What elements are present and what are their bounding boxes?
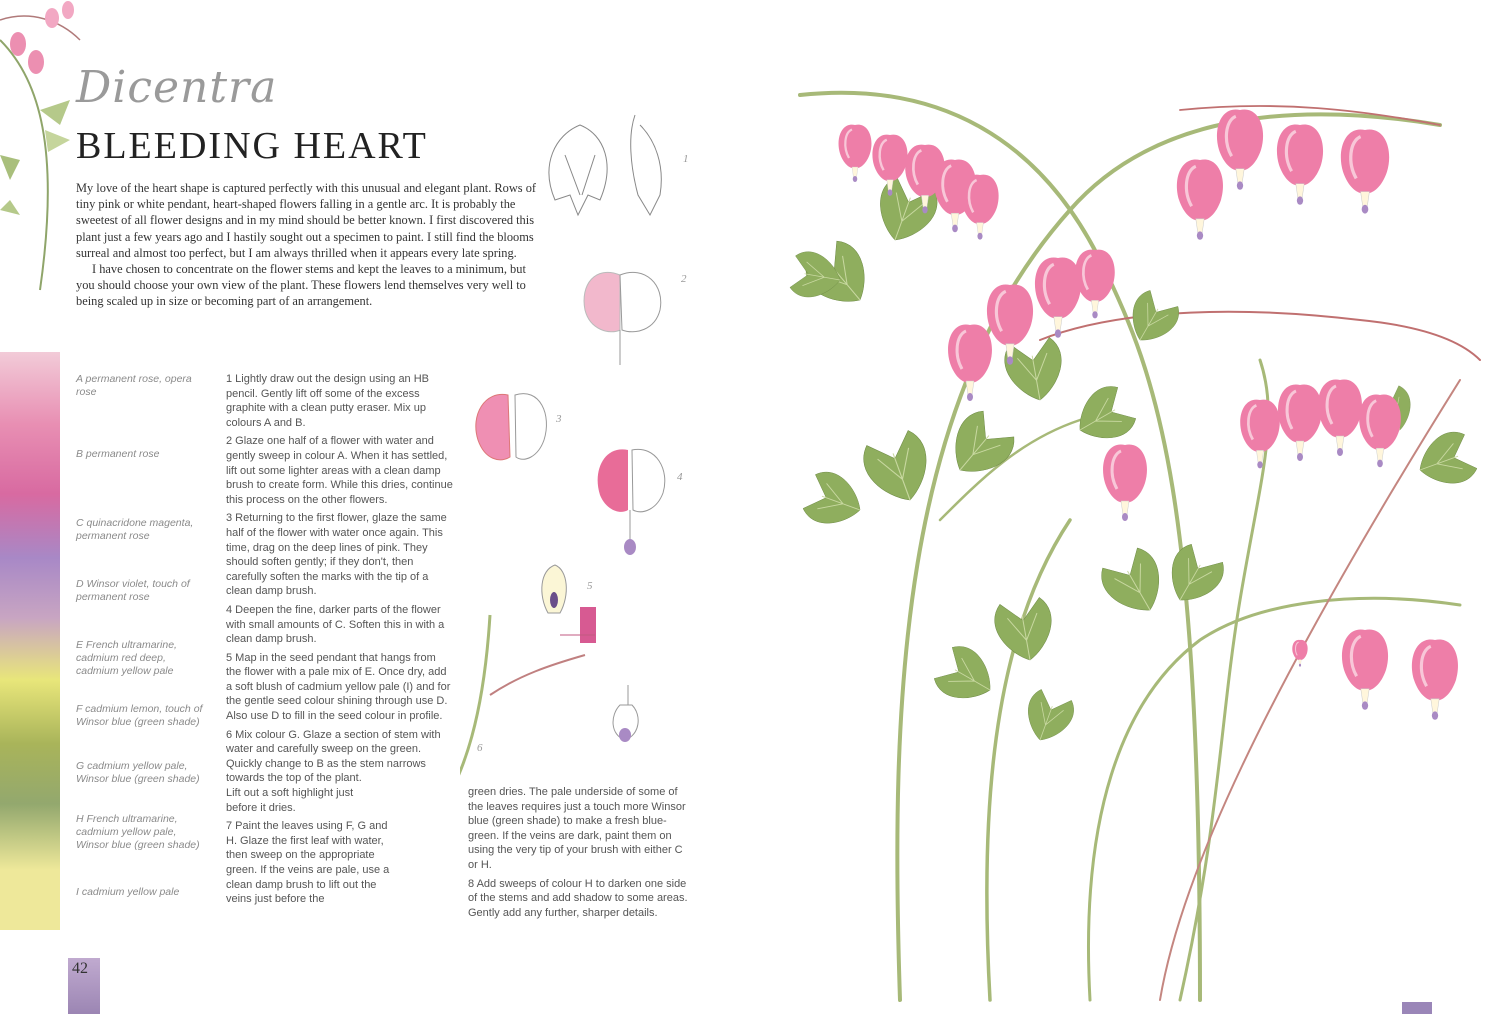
step-text: 5 Map in the seed pendant that hangs from the flower with a pale mix of E. Once dry, add a soft blush of cadmium yellow pale (I) and for the gentle seed colour shining through use D. Also use D to fill in the seed colour in profile. <box>226 651 451 723</box>
step-text: 7 Paint the leaves using F, G and H. Glaze the first leaf with water, then sweep on the appropriate green. If the veins are pale, use a clean damp brush to lift out the veins just before the <box>226 820 390 906</box>
right-page <box>740 0 1500 1014</box>
sketch-number: 2 <box>681 273 687 285</box>
swatch-label: H French ultramarine, cadmium yellow pale, Winsor blue (green shade) <box>76 813 200 851</box>
page-number-text: 42 <box>72 960 88 977</box>
step-sketches-illustration <box>460 95 740 815</box>
swatch-label: I cadmium yellow pale <box>76 886 180 898</box>
swatch-d <box>0 558 60 618</box>
bleeding-heart-illustration <box>740 0 1500 1014</box>
swatch-i <box>0 870 60 930</box>
step-text: Lift out a soft highlight just before it dries. <box>226 787 354 814</box>
swatch-g <box>0 744 60 804</box>
swatch-label: E French ultramarine, cadmium red deep, cadmium yellow pale <box>76 639 177 677</box>
swatch-b <box>0 424 60 494</box>
intro-paragraph: I have chosen to concentrate on the flower stems and kept the leaves to a minimum, but you should choose your own view of the plant. These flowers lend themselves very well to being scaled up in size or becoming part of an arrangement. <box>76 262 526 309</box>
step-text: 4 Deepen the fine, darker parts of the flower with small amounts of C. Soften this in with a clean damp brush. <box>226 603 445 646</box>
sketch-number: 6 <box>477 742 483 754</box>
swatch-c <box>0 494 60 558</box>
step-text: 6 Mix colour G. Glaze a section of stem with water and carefully sweep on the green. Quickly change to B as the stem narrows towards the top of the plant. <box>226 728 441 785</box>
swatch-label: G cadmium yellow pale, Winsor blue (green shade) <box>76 760 200 785</box>
sketch-number: 4 <box>677 471 683 483</box>
title-script: Dicentra <box>76 62 278 113</box>
page-title: BLEEDING HEART <box>76 125 428 167</box>
step-text: 3 Returning to the first flower, glaze the same half of the flower with water once again. This time, drag on the deep lines of pink. They should soften gently; if they don't, then carefully soften the marks with the tip of a clean damp brush. <box>226 512 447 598</box>
step-text: 1 Lightly draw out the design using an HB pencil. Gently lift off some of the excess graphite with a clean putty eraser. Mix up colours A and B. <box>226 373 430 429</box>
swatch-label: F cadmium lemon, touch of Winsor blue (green shade) <box>76 703 203 728</box>
sketch-number: 3 <box>556 413 562 425</box>
step-text: 8 Add sweeps of colour H to darken one side of the stems and add shadow to some areas. Gently add any further, sharper details. <box>468 877 688 919</box>
colour-swatch-strip <box>0 352 60 930</box>
swatch-h <box>0 804 60 870</box>
sketch-number: 1 <box>683 153 689 165</box>
swatch-e <box>0 618 60 680</box>
intro-paragraph: My love of the heart shape is captured perfectly with this unusual and elegant plant. Rows of tiny pink or white pendant, heart-shaped flowers falling in a gentle arc. It is probably the sweetest of all flower designs and in my mind should be better known. I first discovered this plant just a few years ago and I hastily sought out a specimen to paint. I still find the blooms surreal and almost too perfect, but I am always thrilled when it appears every late spring. <box>76 181 537 260</box>
sketch-number: 5 <box>587 580 593 592</box>
swatch-label: D Winsor violet, touch of permanent rose <box>76 578 190 603</box>
corner-colour-tab <box>1402 1002 1432 1014</box>
step-text: green dries. The pale underside of some of the leaves requires just a touch more Winsor blue (green shade) to make a fresh blue-green. If the veins are dark, paint them on using the very tip of your brush with either C or H. <box>468 786 686 871</box>
page-number <box>68 958 100 1014</box>
step-text: 2 Glaze one half of a flower with water and gently sweep in colour A. When it has settled, lift out some lighter areas with a clean damp brush to create form. While this dries, continue this process on the other flowers. <box>226 435 453 506</box>
swatch-label: B permanent rose <box>76 448 160 460</box>
left-page <box>0 0 740 1014</box>
swatch-a <box>0 352 60 424</box>
swatch-label: A permanent rose, opera rose <box>76 373 192 398</box>
swatch-f <box>0 680 60 744</box>
swatch-label: C quinacridone magenta, permanent rose <box>76 517 194 542</box>
step-instructions <box>226 372 454 911</box>
